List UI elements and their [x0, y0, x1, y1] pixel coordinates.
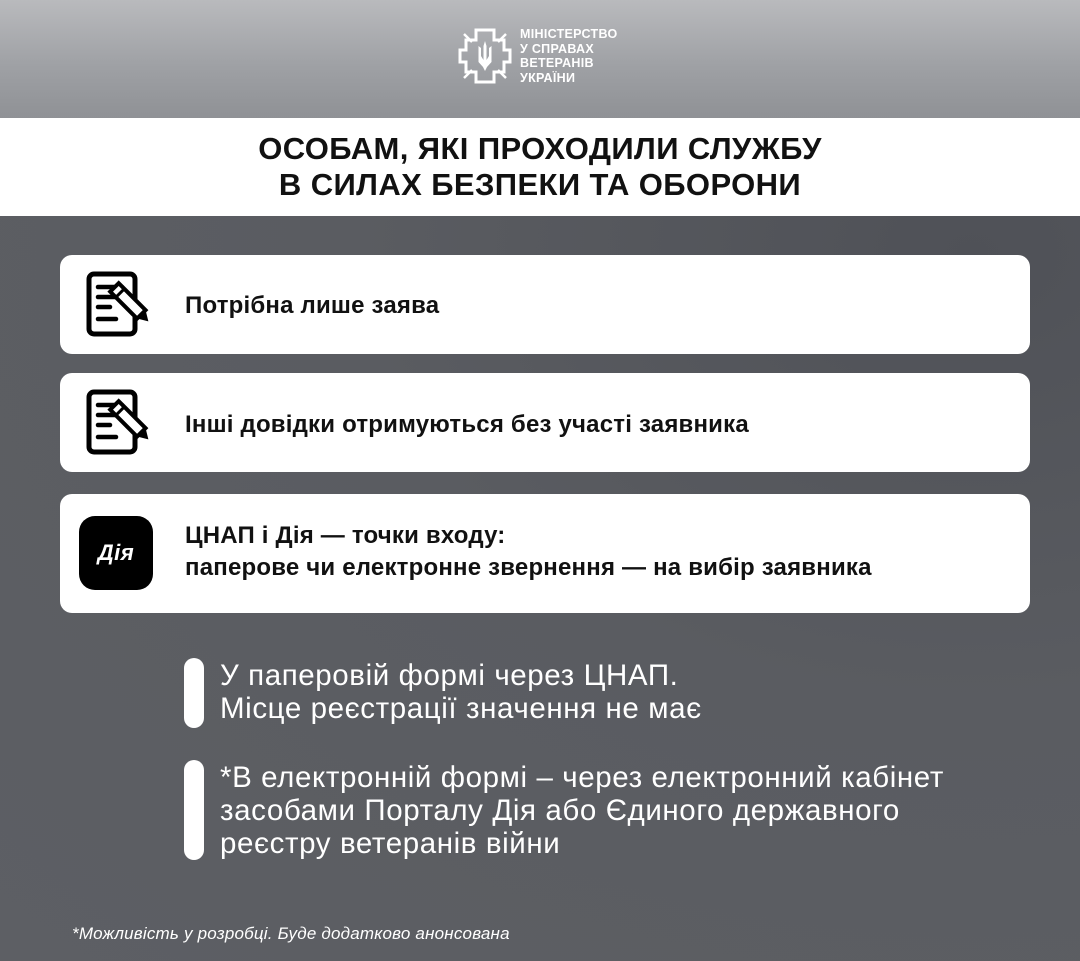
card-text: Потрібна лише заява — [185, 292, 440, 319]
diia-app-icon-label: Дія — [97, 540, 135, 565]
bullet-text — [220, 761, 944, 860]
bullet-bar — [184, 658, 204, 728]
bullet-text-line: реєстру ветеранів війни — [220, 827, 561, 860]
header-banner — [0, 0, 1080, 118]
bullet-electronic-form — [184, 760, 1080, 862]
ministry-emblem-icon — [456, 26, 514, 86]
document-pen-icon — [84, 387, 154, 457]
ministry-name-line: ВЕТЕРАНІВ — [520, 56, 594, 70]
bullet-text-line: Місце реєстрації значення не має — [220, 692, 702, 725]
card-text — [185, 520, 872, 584]
page-title-line: В СИЛАХ БЕЗПЕКИ ТА ОБОРОНИ — [278, 167, 802, 202]
footnote: *Можливість у розробці. Буде додатково анонсована — [72, 924, 510, 943]
info-card-application — [60, 255, 1030, 354]
bullet-text-line: засобами Порталу Дія або Єдиного державного — [220, 794, 900, 827]
card-text-line: паперове чи електронне звернення — на вибір заявника — [185, 554, 872, 581]
card-icon — [84, 387, 154, 457]
card-text: Інші довідки отримуються без участі заявника — [185, 411, 749, 438]
bullet-bar — [184, 760, 204, 860]
ministry-name-line: УКРАЇНИ — [520, 70, 576, 85]
document-pen-icon — [84, 269, 154, 339]
info-card-entry-points — [60, 494, 1030, 613]
ministry-name-line: У СПРАВАХ — [520, 41, 594, 56]
ministry-name — [520, 27, 618, 85]
page-title-line: ОСОБАМ, ЯКІ ПРОХОДИЛИ СЛУЖБУ — [258, 131, 822, 166]
info-card-certificates — [60, 373, 1030, 472]
ministry-name-line: МІНІСТЕРСТВО — [520, 27, 618, 41]
diia-app-icon — [79, 516, 153, 590]
bullet-text — [220, 659, 702, 725]
bullet-text-line: *В електронній формі – через електронний кабінет — [220, 761, 944, 794]
card-text-line: ЦНАП і Дія — точки входу: — [185, 522, 506, 549]
bullet-paper-form — [184, 658, 1080, 730]
card-icon — [79, 516, 153, 590]
ministry-logo — [456, 26, 656, 90]
card-icon — [84, 269, 154, 339]
page-title — [0, 118, 1080, 216]
bullet-text-line: У паперовій формі через ЦНАП. — [220, 659, 679, 692]
